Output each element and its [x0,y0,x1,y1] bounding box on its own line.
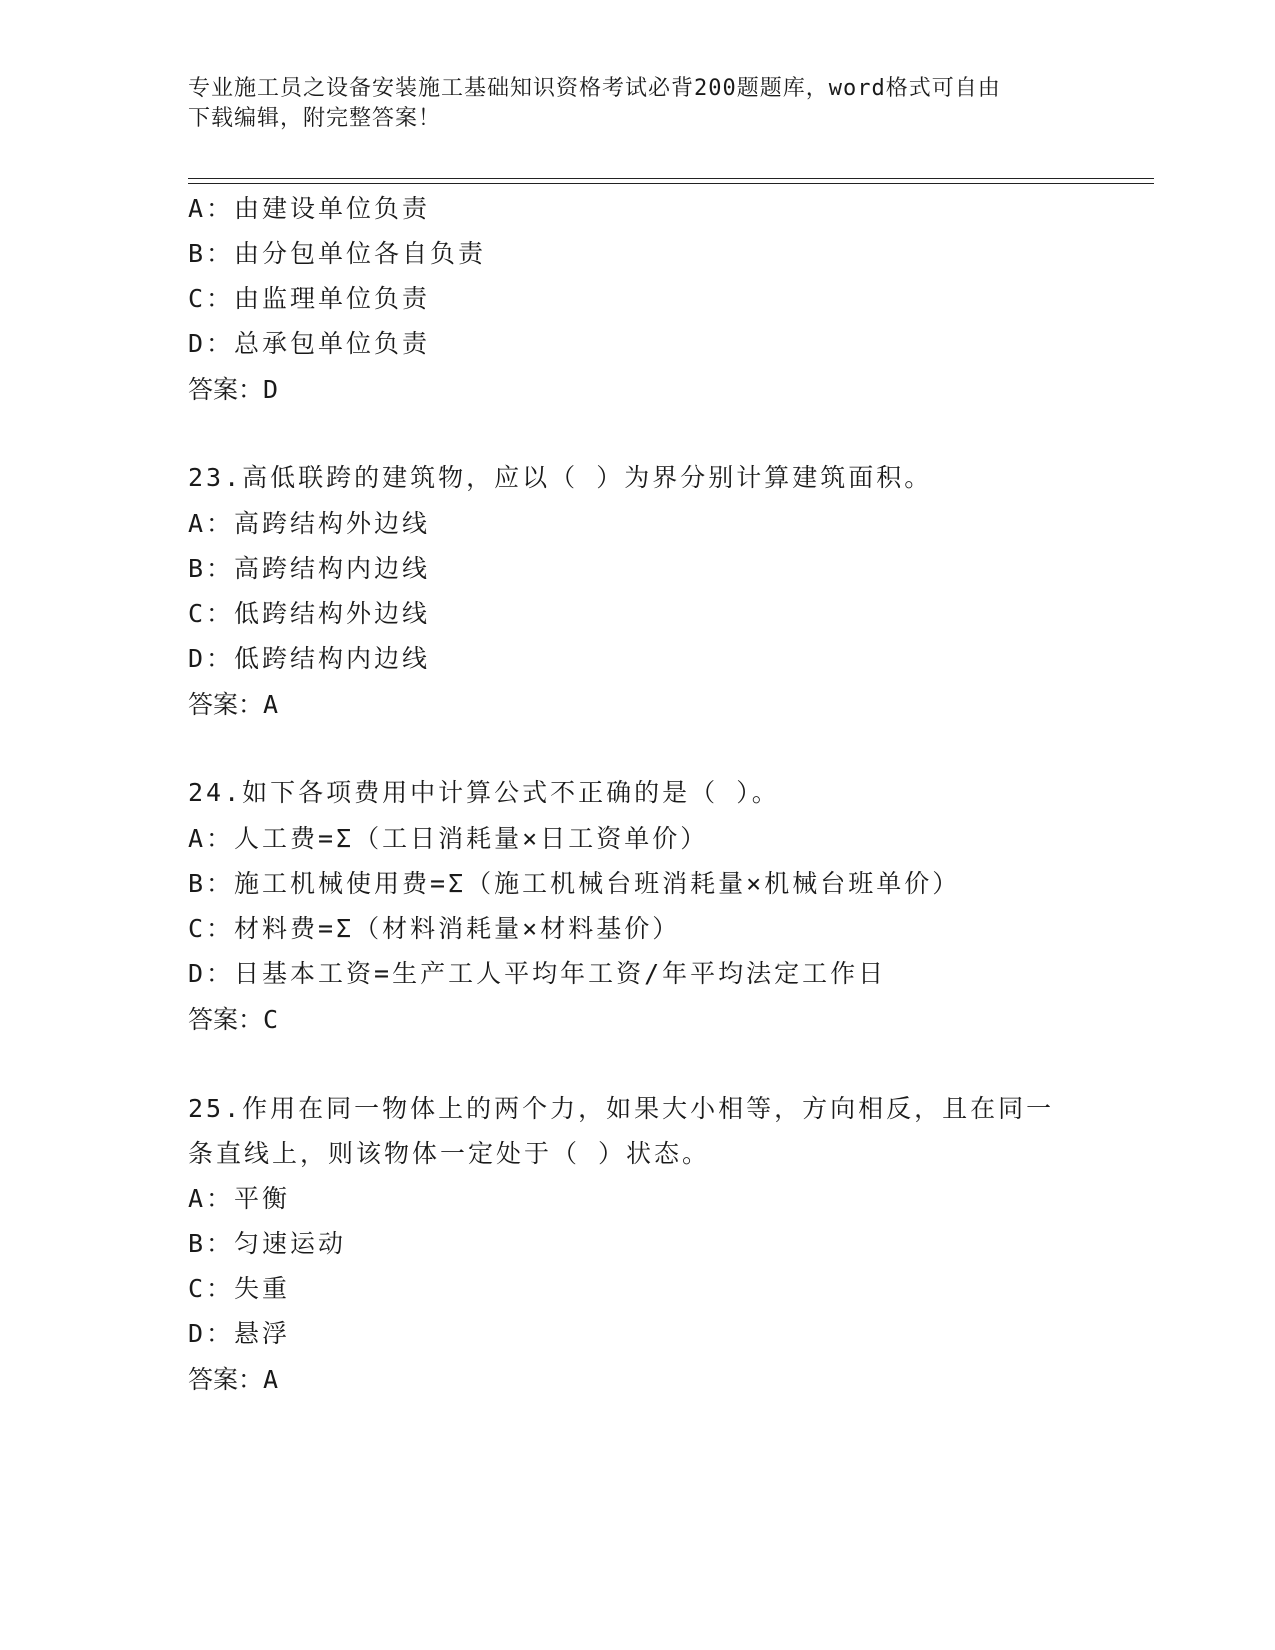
q23-option-c: C：低跨结构外边线 [188,599,431,628]
q23-question: 23.高低联跨的建筑物，应以（ ）为界分别计算建筑面积。 [188,463,933,492]
q23-option-b: B：高跨结构内边线 [188,554,431,583]
answer-value: A [263,1365,279,1394]
answer-label: 答案： [188,690,264,719]
q24-option-c: C：材料费=Σ（材料消耗量×材料基价） [188,914,681,943]
q22-option-b: B：由分包单位各自负责 [188,239,487,268]
header-divider-top [188,178,1154,179]
q25-option-b: B：匀速运动 [188,1229,347,1258]
document-header [188,74,1088,134]
q24-option-b: B：施工机械使用费=Σ（施工机械台班消耗量×机械台班单价） [188,869,961,898]
answer-value: D [263,375,279,404]
answer-value: A [263,690,279,719]
q22-option-c: C：由监理单位负责 [188,284,431,313]
q25-option-a: A：平衡 [188,1184,291,1213]
q25-question-line-1: 25.作用在同一物体上的两个力，如果大小相等，方向相反，且在同一 [188,1094,1055,1123]
q23-answer [188,689,278,721]
q24-answer [188,1004,278,1036]
answer-label: 答案： [188,1005,264,1034]
q23-option-a: A：高跨结构外边线 [188,509,431,538]
header-line-1: 专业施工员之设备安装施工基础知识资格考试必背200题题库，word格式可自由 [188,76,1001,101]
q24-question: 24.如下各项费用中计算公式不正确的是（ ）。 [188,778,780,807]
answer-label: 答案： [188,1365,264,1394]
q22-option-d: D：总承包单位负责 [188,329,431,358]
q23-option-d: D：低跨结构内边线 [188,644,431,673]
q25-answer [188,1364,278,1396]
q25-question-line-2: 条直线上，则该物体一定处于（ ）状态。 [188,1139,711,1168]
header-divider-bottom [188,183,1154,184]
header-line-2: 下载编辑，附完整答案！ [188,106,442,131]
q24-option-a: A：人工费=Σ（工日消耗量×日工资单价） [188,824,709,853]
q25-option-d: D：悬浮 [188,1319,291,1348]
q24-option-d: D：日基本工资=生产工人平均年工资/年平均法定工作日 [188,959,887,988]
q22-option-a: A：由建设单位负责 [188,194,431,223]
q22-answer [188,374,278,406]
q25-option-c: C：失重 [188,1274,291,1303]
answer-label: 答案： [188,375,264,404]
answer-value: C [263,1005,279,1034]
